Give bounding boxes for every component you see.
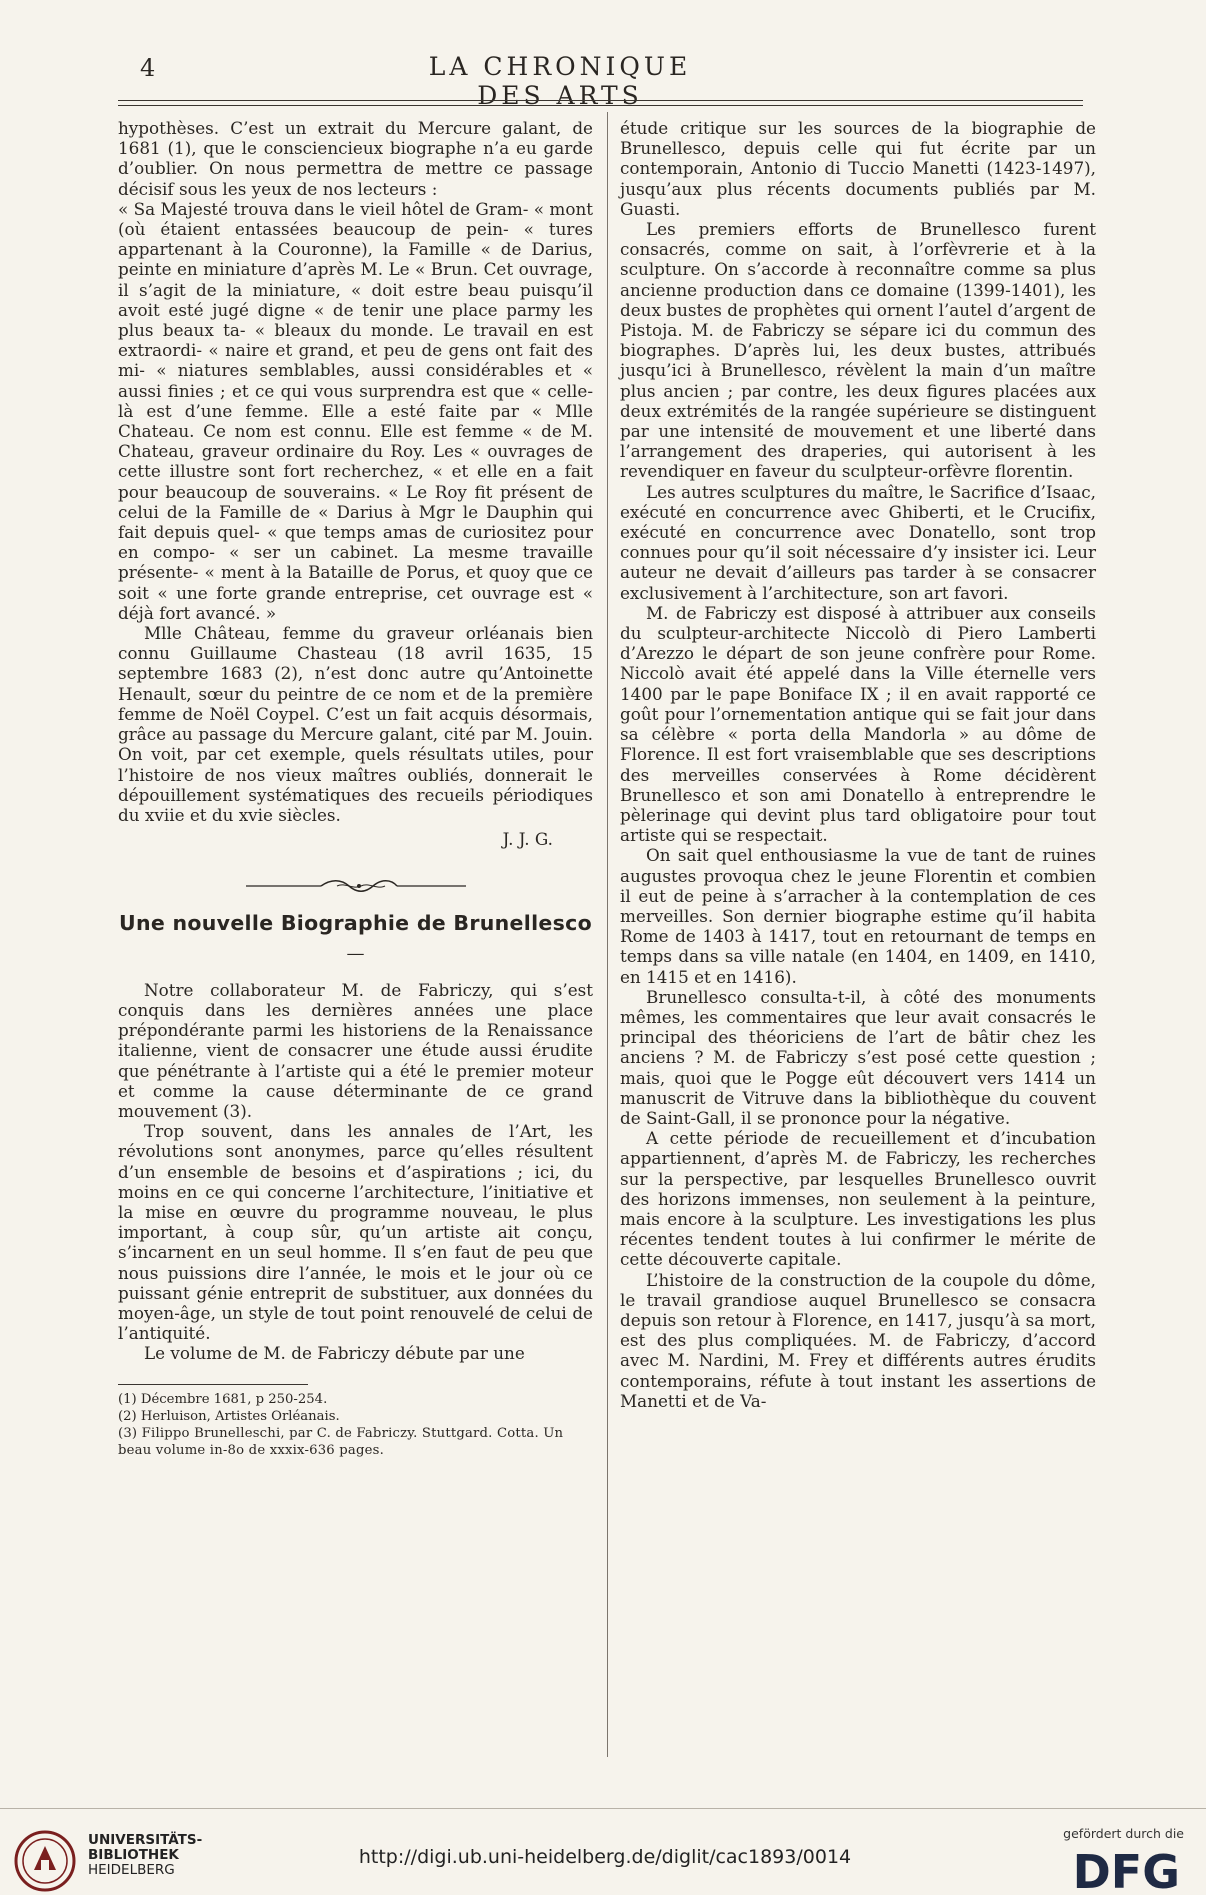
paragraph: Le volume de M. de Fabriczy débute par une <box>144 1343 525 1364</box>
footnote: (3) Filippo Brunelleschi, par C. de Fabriczy. Stuttgard. Cotta. Un beau volume in-8o de xxxix-636 pages. <box>118 1425 564 1458</box>
sponsor-text: gefördert durch die <box>1063 1826 1184 1841</box>
paragraph: A cette période de recueillement et d’incubation appartiennent, d’après M. de Fabriczy, les recherches sur la perspective, par lesquelles Brunellesco ouvrit des horizons immenses, non seulement à la peinture, mais encore à la sculpture. Les investigations les plus récentes tendent toutes à lui confirmer le mérite de cette découverte capitale. <box>620 1128 1096 1270</box>
signature: J. J. G. <box>502 829 553 850</box>
paragraph: Trop souvent, dans les annales de l’Art, les révolutions sont anonymes, parce qu’elles résultent d’un ensemble de besoins et d’aspirations ; ici, du moins en ce qui concerne l’architecture, l’initiative et la mise en œuvre du programme nouveau, le plus important, à coup sûr, qu’un artiste ait conçu, s’incarnent en un seul homme. Il s’en faut de peu que nous puissions dire l’année, le mois et le jour où ce puissant génie entreprit de substituer, aux données du moyen-âge, un style de tout point renouvelé de celui de l’antiquité. <box>118 1121 593 1344</box>
university-seal-icon <box>12 1830 78 1892</box>
institution-name <box>88 1833 202 1878</box>
footer-bar <box>0 1810 1206 1895</box>
paragraph: Mlle Château, femme du graveur orléanais bien connu Guillaume Chasteau (18 avril 1635, 15 septembre 1683 (2), n’est donc autre qu’Antoinette Henault, sœur du peintre de ce nom et de la première femme de Noël Coypel. C’est un fait acquis désormais, grâce au passage du Mercure galant, cité par M. Jouin. On voit, par cet exemple, quels résultats utiles, pour l’histoire de nos vieux maîtres oubliés, donnerait le dépouillement systématiques des recueils périodiques du xviie et du xvie siècles. <box>118 623 593 825</box>
quotation: « Sa Majesté trouva dans le vieil hôtel de Gram- « mont (où étaient entassées beaucoup de pein- « tures appartenant à la Couronne), la Famille « de Darius, peinte en miniature d’après M. Le « Brun. Cet ouvrage, il s’agit de la miniature, « doit estre beau puisqu’il avoit esté jugé digne « de tenir une place parmy les plus beaux ta- « bleaux du monde. Le travail en est extraordi- « naire et grand, et peu de gens ont fait des mi- « niatures semblables, aussi considérables et « aussi finies ; et ce qui vous surprendra est que « celle-là est d’une femme. Elle a esté faite par « Mlle Chateau. Ce nom est connu. Elle est femme « de M. Chateau, graveur ordinaire du Roy. Les « ouvrages de cette illustre sont fort recherchez, « et elle en a fait pour beaucoup de souverains. « Le Roy fit présent de celui de la Famille de « Darius à Mgr le Dauphin qui fait depuis quel- « que temps amas de curiositez pour en compo- « ser un cabinet. La mesme travaille présente- « ment à la Bataille de Porus, et quoy que ce soit « une forte grande entreprise, cet ouvrage est « déjà fort avancé. » <box>118 198 593 623</box>
running-head: LA CHRONIQUE DES ARTS <box>428 52 692 110</box>
dfg-logo-text: DFG <box>1072 1848 1180 1892</box>
dfg-logo-icon <box>1032 1848 1182 1892</box>
footnote: (1) Décembre 1681, p 250-254. <box>118 1391 328 1407</box>
institution-line: BIBLIOTHEK <box>88 1847 179 1863</box>
paragraph: Les premiers efforts de Brunellesco furent consacrés, comme on sait, à l’orfèvrerie et à la sculpture. On s’accorde à reconnaître comme sa plus ancienne production dans ce domaine (1399-1401), les deux bustes de prophètes qui ornent l’autel d’argent de Pistoja. M. de Fabriczy se sépare ici du commun des biographes. D’après lui, les deux bustes, attribués jusqu’ici à Brunellesco, révèlent la main d’un maître plus ancien ; par contre, les deux figures placées aux deux extrémités de la rangée supérieure se distinguent par une intensité de mouvement et une liberté dans l’arrangement des draperies, qui autorisent à les revendiquer en faveur du sculpteur-orfèvre florentin. <box>620 219 1096 482</box>
paragraph: M. de Fabriczy est disposé à attribuer aux conseils du sculpteur-architecte Niccolò di Piero Lamberti d’Arezzo le départ de son jeune confrère pour Rome. Niccolò avait été appelé dans la Ville éternelle vers 1400 par le pape Boniface IX ; il en avait rapporté ce goût pour l’ornementation antique qui se fait jour dans sa célèbre « porta della Mandorla » au dôme de Florence. Il est fort vraisemblable que ses descriptions des merveilles conservées à Rome décidèrent Brunellesco et son ami Donatello à entreprendre le pèlerinage qui devint plus tard obligatoire pour tout artiste qui se respectait. <box>620 602 1096 846</box>
footnote-rule <box>118 1384 308 1385</box>
institution-line: UNIVERSITÄTS- <box>88 1832 203 1848</box>
header-rule-thin <box>118 105 1083 106</box>
column-divider <box>607 112 608 1757</box>
source-url-link[interactable]: http://digi.ub.uni-heidelberg.de/diglit/cac1893/0014 <box>358 1846 852 1868</box>
paragraph: Notre collaborateur M. de Fabriczy, qui s’est conquis dans les dernières années une place prépondérante parmi les historiens de la Renaissance italienne, vient de consacrer une étude aussi érudite que pénétrante à l’artiste qui a été le premier moteur et comme la cause déterminante de ce grand mouvement (3). <box>118 979 593 1121</box>
left-column <box>118 118 593 1459</box>
title-dash: — <box>346 942 365 964</box>
paragraph: Brunellesco consulta-t-il, à côté des monuments mêmes, les commentaires que leur avait consacrés le principal des théoriciens de l’art de bâtir chez les anciens ? M. de Fabriczy s’est posé cette question ; mais, quoi que le Pogge eût découvert vers 1414 un manuscrit de Vitruve dans la bibliothèque du couvent de Saint-Gall, il se prononce pour la négative. <box>620 986 1096 1128</box>
paragraph: étude critique sur les sources de la biographie de Brunellesco, depuis celle qui fut écrite par un contemporain, Antonio di Tuccio Manetti (1423-1497), jusqu’aux plus récents documents publiés par M. Guasti. <box>620 118 1096 219</box>
institution-line: HEIDELBERG <box>88 1862 175 1878</box>
footnote: (2) Herluison, Artistes Orléanais. <box>118 1408 340 1424</box>
footer-divider <box>0 1808 1206 1809</box>
header-rule <box>118 100 1083 101</box>
ornament-divider <box>241 877 471 895</box>
article-title: Une nouvelle Biographie de Brunellesco <box>119 911 592 936</box>
paragraph: L’histoire de la construction de la coupole du dôme, le travail grandiose auquel Brunellesco se consacra depuis son retour à Florence, en 1417, jusqu’à sa mort, est des plus compliquées. M. de Fabriczy, d’accord avec M. Nardini, M. Frey et différents autres érudits contemporains, réfute à tout instant les assertions de Manetti et de Va- <box>620 1269 1096 1411</box>
page-number: 4 <box>140 54 157 82</box>
right-column <box>620 118 1096 1411</box>
paragraph: Les autres sculptures du maître, le Sacrifice d’Isaac, exécuté en concurrence avec Ghiberti, et le Crucifix, exécuté en concurrence avec Donatello, sont trop connues pour qu’il soit nécessaire d’y insister ici. Leur auteur ne devait d’ailleurs pas tarder à se consacrer exclusivement à l’architecture, son art favori. <box>620 481 1096 603</box>
paragraph: On sait quel enthousiasme la vue de tant de ruines augustes provoqua chez le jeune Florentin et combien il eut de peine à s’arracher à la contemplation de ces merveilles. Son dernier biographe estime qu’il habita Rome de 1403 à 1417, tout en retournant de temps en temps dans sa ville natale (en 1404, en 1409, en 1410, en 1415 et en 1416). <box>620 845 1096 987</box>
paragraph: hypothèses. C’est un extrait du Mercure galant, de 1681 (1), que le consciencieux biographe n’a eu garde d’oublier. On nous permettra de mettre ce passage décisif sous les yeux de nos lecteurs : <box>118 118 593 199</box>
